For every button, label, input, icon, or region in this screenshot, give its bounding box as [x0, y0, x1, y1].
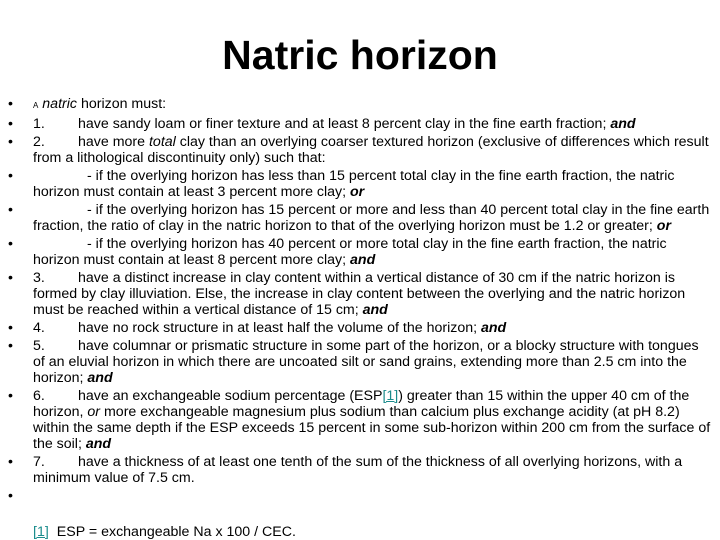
footnote-reference-link[interactable]: [1] — [382, 388, 399, 404]
bullet-icon: • — [8, 454, 13, 470]
footnote-anchor-link[interactable]: [1] — [33, 524, 49, 540]
bullet-icon: • — [8, 168, 13, 184]
criterion-conjunction: and — [481, 320, 507, 336]
criterion-number: 6. — [33, 388, 45, 404]
sub-criterion-text: - if the overlying horizon has 15 percent or more and less than 40 percent total clay in the fine earth fraction, the ratio of clay in the natric horizon to that of the overlying horizon must be 1.2 or greater; — [33, 202, 710, 234]
bullet-icon: • — [8, 236, 13, 252]
intro-rest: horizon must: — [77, 96, 167, 112]
sub-criterion-conjunction: and — [350, 252, 376, 268]
criterion-text-mid: ) greater than 15 within the upper 40 cm of the horizon, — [33, 388, 690, 420]
criterion-number: 1. — [33, 116, 45, 132]
criterion-3 — [8, 270, 714, 318]
criterion-text: clay than an overlying coarser textured horizon (exclusive of differences which result from a lithological discontinuity only) such that: — [33, 134, 709, 166]
criterion-4 — [8, 320, 714, 336]
criterion-7 — [8, 454, 714, 486]
criterion-number: 7. — [33, 454, 45, 470]
bullet-icon: • — [8, 270, 13, 286]
criterion-1 — [8, 116, 714, 132]
empty-item — [8, 488, 714, 504]
criterion-conjunction: and — [87, 370, 113, 386]
criterion-emphasis: total — [148, 134, 176, 150]
criterion-number: 3. — [33, 270, 45, 286]
bullet-icon: • — [8, 96, 13, 112]
bullet-icon: • — [8, 116, 13, 132]
criterion-conjunction: and — [85, 436, 112, 452]
criterion-text-pre: have an exchangeable sodium percentage (ESP — [78, 388, 383, 404]
bullet-icon: • — [8, 388, 13, 404]
bullet-icon: • — [8, 134, 13, 150]
footnote-line — [8, 524, 714, 540]
intro-article: A — [33, 101, 39, 110]
criterion-6 — [8, 388, 714, 452]
criterion-text: have sandy loam or finer texture and at least 8 percent clay in the fine earth fraction; — [78, 116, 611, 132]
sub-criterion-conjunction: or — [350, 184, 365, 200]
criterion-conjunction: and — [610, 116, 636, 132]
criterion-emphasis: or — [87, 404, 101, 420]
criterion-number: 2. — [33, 134, 45, 150]
criterion-text: have no rock structure in at least half the volume of the horizon; — [78, 320, 481, 336]
sub-criterion-conjunction: or — [656, 218, 671, 234]
criterion-text: have a distinct increase in clay content within a vertical distance of 30 cm if the natric horizon is formed by clay illuviation. Else, the increase in clay content between the overlying and the natric horizon must be reached within a vertical distance of 15 cm; — [33, 270, 686, 318]
sub-criterion-2 — [8, 202, 714, 234]
sub-criterion-1 — [8, 168, 714, 200]
sub-criterion-text: - if the overlying horizon has 40 percent or more total clay in the fine earth fraction, the natric horizon must contain at least 8 percent more clay; — [33, 236, 667, 268]
criterion-2 — [8, 134, 714, 166]
intro-item — [8, 96, 714, 114]
sub-criterion-text: - if the overlying horizon has less than 15 percent total clay in the fine earth fraction, the natric horizon must contain at least 3 percent more clay; — [33, 168, 675, 200]
criterion-text-pre: have more — [78, 134, 149, 150]
bullet-icon: • — [8, 202, 13, 218]
bullet-icon: • — [8, 320, 13, 336]
criterion-text: more exchangeable magnesium plus sodium than calcium plus exchange acidity (at pH 8.2) within the same depth if the ESP exceeds 15 percent in some sub-horizon within 200 cm from the surface of the soil; — [33, 404, 711, 452]
footnote — [8, 524, 714, 540]
footnote-text: ESP = exchangeable Na x 100 / CEC. — [56, 524, 296, 540]
sub-criterion-3 — [8, 236, 714, 268]
criterion-text: have a thickness of at least one tenth of the sum of the thickness of all overlying horizons, with a minimum value of 7.5 cm. — [33, 454, 683, 486]
slide-title: Natric horizon — [222, 32, 498, 78]
criteria-list — [8, 96, 714, 506]
bullet-icon: • — [8, 338, 13, 354]
criterion-text: have columnar or prismatic structure in some part of the horizon, or a blocky structure with tongues of an eluvial horizon in which there are uncoated silt or sand grains, extending more than 2.5 cm into the horizon; — [33, 338, 699, 386]
intro-natric: natric — [42, 96, 77, 112]
criterion-conjunction: and — [362, 302, 388, 318]
criterion-number: 4. — [33, 320, 45, 336]
bullet-icon: • — [8, 488, 13, 504]
criterion-5 — [8, 338, 714, 386]
criterion-number: 5. — [33, 338, 45, 354]
